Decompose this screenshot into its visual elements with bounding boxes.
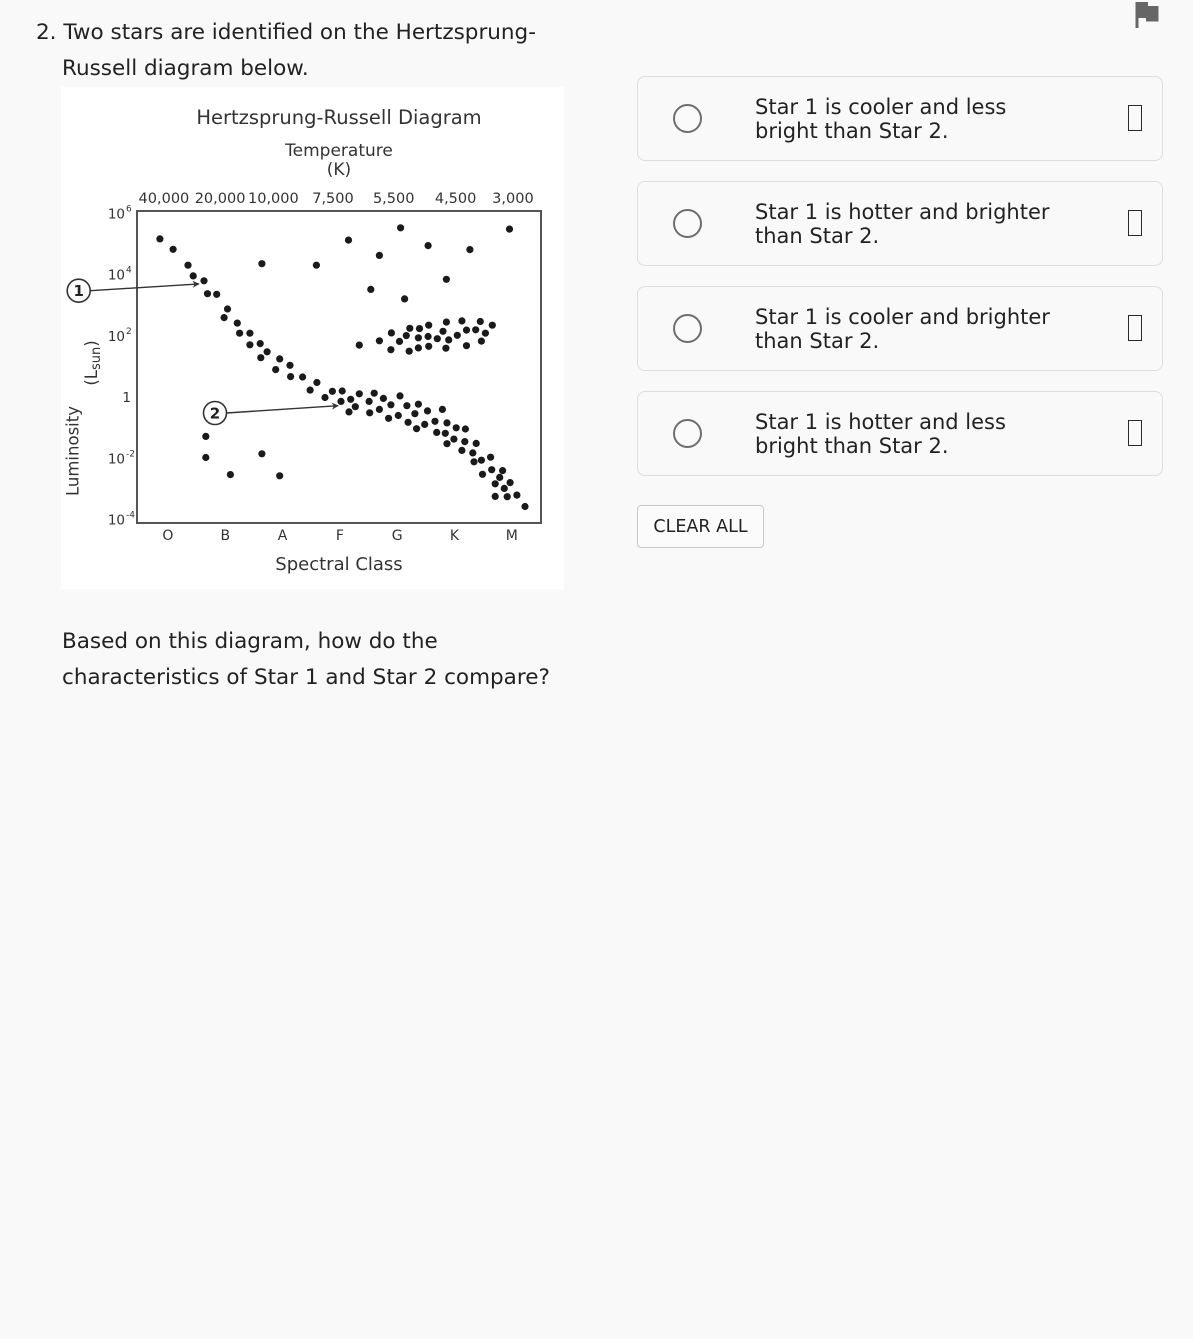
spectral-class-label: G <box>391 528 403 544</box>
star-1-arrow <box>91 284 199 291</box>
star-point <box>405 419 412 426</box>
star-point <box>184 262 191 269</box>
star-point <box>466 246 473 253</box>
star-2-annotation <box>204 402 339 425</box>
answer-options <box>637 76 1163 496</box>
spectral-class-label: A <box>277 528 288 544</box>
star-point <box>499 467 506 474</box>
star-point <box>257 354 264 361</box>
star-point <box>424 407 431 414</box>
star-point <box>443 319 450 326</box>
flag-button[interactable] <box>1130 0 1164 32</box>
top-axis-label: Temperature <box>285 141 393 161</box>
star-point <box>442 430 449 437</box>
temperature-tick-label: 20,000 <box>194 191 246 207</box>
star-point <box>433 429 440 436</box>
star-point <box>367 286 374 293</box>
star-point <box>415 344 422 351</box>
tick-exponent: 2 <box>126 326 132 337</box>
star-point <box>156 235 163 242</box>
star-point <box>425 343 432 350</box>
star-point <box>478 457 485 464</box>
star-point <box>458 317 465 324</box>
star-point <box>366 409 373 416</box>
star-point <box>337 398 344 405</box>
star-point <box>396 338 403 345</box>
star-point <box>501 485 508 492</box>
star-point <box>415 334 422 341</box>
y-axis-label: Luminosity <box>63 406 83 496</box>
luminosity-tick-label <box>122 390 131 406</box>
answer-option-label: Star 1 is hotter and brighter than Star 2. <box>755 199 1050 248</box>
star-point <box>307 387 314 394</box>
spectral-class-label: K <box>449 528 460 544</box>
temperature-tick-label: 3,000 <box>492 191 534 207</box>
star-point <box>371 390 378 397</box>
answer-option-4[interactable] <box>637 391 1163 476</box>
star-point <box>401 295 408 302</box>
star-point <box>506 226 513 233</box>
star-point <box>463 327 470 334</box>
star-point <box>258 260 265 267</box>
star-1-annotation <box>67 279 199 302</box>
star-point <box>492 480 499 487</box>
star-1-label: 1 <box>73 282 84 300</box>
star-point <box>236 330 243 337</box>
star-point <box>442 345 449 352</box>
star-point <box>434 335 441 342</box>
radio-button[interactable] <box>673 209 702 238</box>
star-point <box>443 419 450 426</box>
star-point <box>487 454 494 461</box>
top-axis-unit: (K) <box>326 160 352 180</box>
star-point <box>276 472 283 479</box>
star-point <box>462 425 469 432</box>
star-point <box>376 252 383 259</box>
question-stem: Two stars are identified on the Hertzsprung-Russell diagram below. <box>62 20 536 81</box>
temperature-tick-labels <box>139 191 534 207</box>
star-point <box>413 425 420 432</box>
tick-base: 10 <box>107 267 125 284</box>
temperature-tick-label: 40,000 <box>138 191 190 207</box>
star-point <box>395 412 402 419</box>
tick-exponent: 6 <box>126 204 132 215</box>
unit-close: ) <box>81 340 101 347</box>
star-point <box>403 332 410 339</box>
question-prompt: Based on this diagram, how do the characteristics of Star 1 and Star 2 compare? <box>62 629 550 690</box>
star-point <box>450 436 457 443</box>
star-point <box>321 394 328 401</box>
tick-exponent: -4 <box>126 510 135 521</box>
star-point <box>469 449 476 456</box>
star-point <box>339 387 346 394</box>
hr-diagram-figure <box>61 87 564 589</box>
star-point <box>227 471 234 478</box>
star-point <box>439 328 446 335</box>
unit-subscript: sun <box>88 346 104 371</box>
answer-option-label: Star 1 is cooler and less bright than Star 2. <box>755 94 1007 143</box>
tick-base: 1 <box>122 390 131 407</box>
star-point <box>387 346 394 353</box>
star-2-label: 2 <box>209 404 221 423</box>
star-point <box>470 458 477 465</box>
radio-button[interactable] <box>673 314 702 343</box>
star-point <box>352 403 359 410</box>
star-point <box>366 398 373 405</box>
star-point <box>397 224 404 231</box>
radio-button[interactable] <box>673 419 702 448</box>
question-text <box>36 15 562 87</box>
placeholder-glyph-icon[interactable] <box>1128 210 1142 236</box>
star-point <box>380 395 387 402</box>
star-point <box>246 341 253 348</box>
star-point <box>489 322 496 329</box>
spectral-class-label: F <box>335 528 344 544</box>
luminosity-tick-label <box>108 268 125 284</box>
star-point <box>276 355 283 362</box>
star-point <box>200 277 207 284</box>
temperature-tick-label: 7,500 <box>312 191 354 207</box>
star-point <box>504 493 511 500</box>
y-axis-unit <box>82 340 104 385</box>
star-point <box>425 242 432 249</box>
star-point <box>190 272 197 279</box>
star-point <box>356 342 363 349</box>
tick-base: 10 <box>107 328 125 345</box>
star-point <box>272 366 279 373</box>
star-2-arrow <box>227 406 339 413</box>
luminosity-tick-label <box>108 329 125 345</box>
star-point <box>406 325 413 332</box>
star-point <box>445 336 452 343</box>
star-point <box>356 390 363 397</box>
star-point <box>458 447 465 454</box>
radio-button[interactable] <box>673 104 702 133</box>
star-point <box>492 493 499 500</box>
star-point <box>347 396 354 403</box>
star-point <box>345 408 352 415</box>
tick-exponent: -2 <box>126 449 135 460</box>
answer-option-label: Star 1 is hotter and less bright than Star 2. <box>755 409 1006 458</box>
star-point <box>443 440 450 447</box>
star-point <box>286 362 293 369</box>
star-point <box>264 348 271 355</box>
star-point <box>496 474 503 481</box>
star-point <box>482 330 489 337</box>
star-annotations <box>67 279 338 424</box>
star-point <box>376 337 383 344</box>
star-point <box>246 330 253 337</box>
star-point <box>202 454 209 461</box>
star-point <box>454 332 461 339</box>
star-point <box>521 503 528 510</box>
answer-option-label: Star 1 is cooler and brighter than Star 2. <box>755 304 1050 353</box>
star-point <box>406 348 413 355</box>
star-point <box>411 410 418 417</box>
star-point <box>507 479 514 486</box>
star-point <box>313 262 320 269</box>
star-point <box>204 290 211 297</box>
star-point <box>421 421 428 428</box>
spectral-class-label: O <box>162 528 174 544</box>
question-number: 2. <box>36 20 57 45</box>
tick-base: 10 <box>107 451 125 468</box>
chart-title: Hertzsprung-Russell Diagram <box>196 106 482 129</box>
unit-open: (L <box>81 370 101 386</box>
star-point <box>463 342 470 349</box>
star-point <box>257 340 264 347</box>
star-point <box>385 415 392 422</box>
flag-icon <box>1130 0 1164 32</box>
temperature-tick-label: 10,000 <box>248 191 299 207</box>
star-point <box>513 492 520 499</box>
spectral-class-labels <box>162 528 517 544</box>
star-point <box>479 471 486 478</box>
star-point <box>403 402 410 409</box>
temperature-tick-label: 4,500 <box>434 191 477 207</box>
star-point <box>299 373 306 380</box>
placeholder-glyph-icon[interactable] <box>1128 105 1142 131</box>
star-point <box>287 373 294 380</box>
star-point <box>425 333 432 340</box>
star-point <box>329 388 336 395</box>
spectral-class-label: B <box>220 528 231 544</box>
answer-option-3[interactable] <box>637 286 1163 371</box>
answer-option-2[interactable] <box>637 181 1163 266</box>
star-point <box>478 338 485 345</box>
luminosity-tick-labels <box>108 204 135 528</box>
hr-diagram-chart <box>61 87 564 589</box>
luminosity-tick-label <box>108 513 125 529</box>
star-point <box>258 450 265 457</box>
star-point <box>387 401 394 408</box>
star-points <box>156 224 528 510</box>
star-point <box>488 466 495 473</box>
star-point <box>453 424 460 431</box>
star-point <box>170 246 177 253</box>
star-point <box>213 291 220 298</box>
star-point <box>396 392 403 399</box>
star-point <box>376 406 383 413</box>
star-point <box>431 418 438 425</box>
star-point <box>461 438 468 445</box>
star-point <box>234 320 241 327</box>
luminosity-tick-label <box>108 451 125 467</box>
star-point <box>473 440 480 447</box>
star-point <box>313 379 320 386</box>
star-point <box>202 433 209 440</box>
placeholder-glyph-icon[interactable] <box>1128 315 1142 341</box>
star-point <box>221 314 228 321</box>
spectral-class-label: M <box>505 528 518 544</box>
star-point <box>425 322 432 329</box>
tick-exponent: 4 <box>126 265 132 276</box>
star-point <box>416 325 423 332</box>
star-point <box>477 318 484 325</box>
star-point <box>415 401 422 408</box>
placeholder-glyph-icon[interactable] <box>1128 420 1142 446</box>
tick-base: 10 <box>107 512 125 529</box>
luminosity-tick-label <box>108 206 125 222</box>
star-point <box>443 276 450 283</box>
tick-base: 10 <box>107 206 125 223</box>
star-point <box>345 237 352 244</box>
clear-all-button[interactable]: CLEAR ALL <box>637 505 764 548</box>
temperature-tick-label: 5,500 <box>372 191 415 207</box>
star-point <box>224 305 231 312</box>
star-point <box>472 326 479 333</box>
x-axis-label: Spectral Class <box>275 554 403 575</box>
answer-option-1[interactable] <box>637 76 1163 161</box>
star-point <box>388 329 395 336</box>
star-point <box>439 406 446 413</box>
